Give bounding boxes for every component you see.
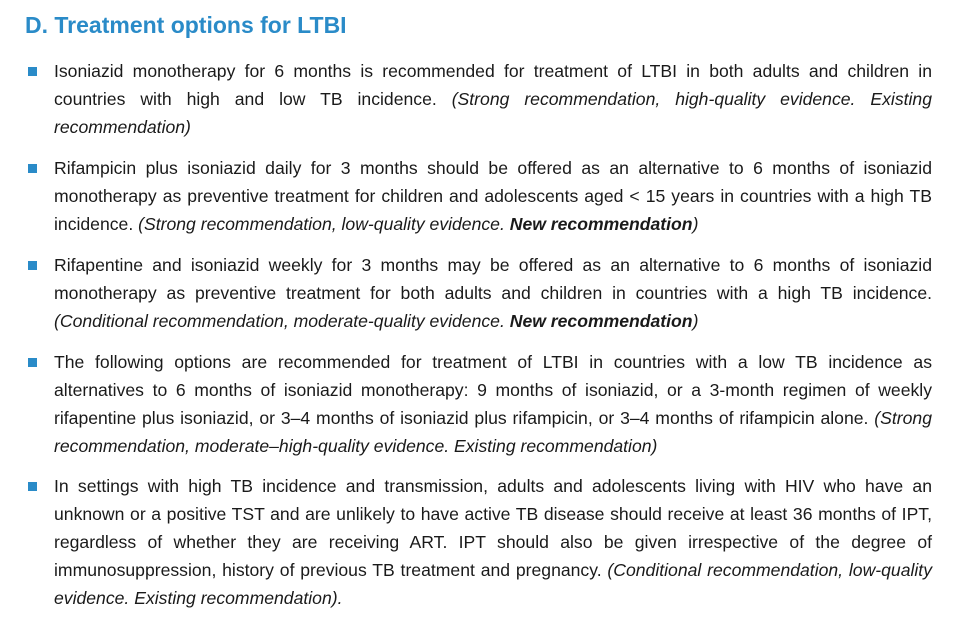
list-item <box>0 472 962 612</box>
recommendation-text: The following options are recommended for treatment of LTBI in countries with a low TB incidence as alternatives to 6 months of isoniazid monotherapy: 9 months of isoniazid, or a 3-month regimen of weekly rifapentine plus isoniazid, or 3–4 months of isoniazid plus rifampicin, or 3–4 months of rifampicin alone. <box>54 352 932 428</box>
list-item <box>0 154 962 238</box>
list-item <box>0 251 962 335</box>
evidence-text: (Conditional recommendation, low-quality evidence. Existing recommendation). <box>54 560 932 608</box>
new-recommendation-label: New recommendation <box>509 311 693 331</box>
evidence-text: (Strong recommendation, moderate–high-quality evidence. Existing recommendation) <box>54 408 932 456</box>
new-recommendation-label: New recommendation <box>509 214 693 234</box>
square-bullet-icon <box>28 67 37 76</box>
list-item <box>0 57 962 141</box>
evidence-close: ) <box>692 311 699 331</box>
recommendation-list <box>0 57 962 625</box>
recommendation-text: Rifampicin plus isoniazid daily for 3 months should be offered as an alternative to 6 months of isoniazid monotherapy as preventive treatment for children and adolescents aged < 15 years in countries with a high TB incidence. <box>54 158 932 234</box>
square-bullet-icon <box>28 261 37 270</box>
evidence-text: (Strong recommendation, low-quality evidence. <box>138 214 510 234</box>
evidence-text: (Strong recommendation, high-quality evidence. Existing recommendation) <box>54 89 932 137</box>
section-heading: D. Treatment options for LTBI <box>25 12 347 38</box>
square-bullet-icon <box>28 164 37 173</box>
square-bullet-icon <box>28 482 37 491</box>
recommendation-text: In settings with high TB incidence and transmission, adults and adolescents living with HIV who have an unknown or a positive TST and are unlikely to have active TB disease should receive at least 36 months of IPT, regardless of whether they are receiving ART. IPT should also be given irrespective of the degree of immunosuppression, history of previous TB treatment and pregnancy. <box>54 476 932 580</box>
square-bullet-icon <box>28 358 37 367</box>
list-item <box>0 348 962 460</box>
evidence-close: ) <box>692 214 699 234</box>
recommendation-text: Isoniazid monotherapy for 6 months is recommended for treatment of LTBI in both adults and children in countries with high and low TB incidence. <box>54 61 932 109</box>
recommendation-text: Rifapentine and isoniazid weekly for 3 months may be offered as an alternative to 6 months of isoniazid monotherapy as preventive treatment for both adults and children in countries with a high TB incidence. <box>54 255 932 303</box>
evidence-text: (Conditional recommendation, moderate-quality evidence. <box>54 311 510 331</box>
